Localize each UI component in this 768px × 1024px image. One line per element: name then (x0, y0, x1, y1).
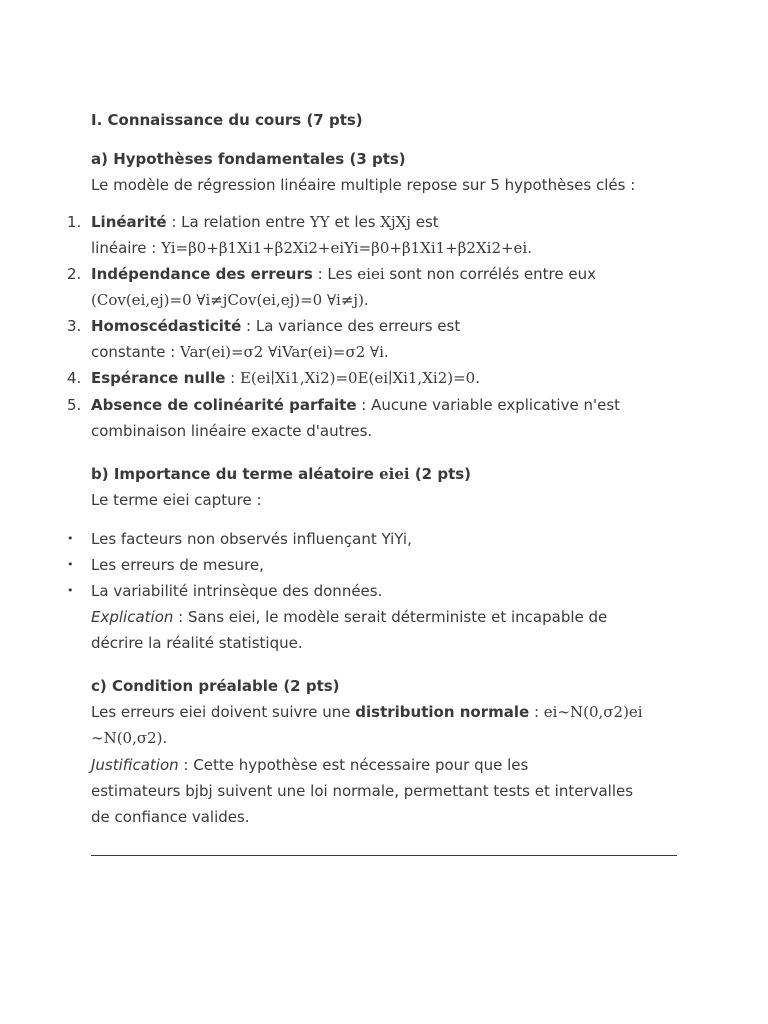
math-y: YY (309, 213, 330, 231)
explication-paragraph (91, 604, 676, 656)
justification-paragraph (91, 752, 676, 830)
item-number: 3. (67, 317, 82, 335)
item-text: combinaison linéaire exacte d'autres. (91, 422, 373, 440)
item-number: 5. (67, 396, 82, 414)
list-item (67, 261, 676, 313)
heading-b-text: b) Importance du terme aléatoire (91, 465, 380, 483)
section-title: I. Connaissance du cours (7 pts) (91, 111, 363, 129)
math-normal-distribution: ∼N(0,σ2). (91, 729, 168, 747)
math-expectation: E(ei∣Xi1,Xi2)=0E(ei∣Xi1,Xi2)=0. (239, 369, 480, 387)
explication-text: décrire la réalité statistique. (91, 634, 303, 652)
list-item (67, 209, 676, 261)
explication-text: : Sans eiei, le modèle serait déterministe et incapable de (173, 608, 608, 626)
bullet-dot-icon: • (67, 558, 74, 571)
item-number: 2. (67, 265, 82, 283)
justification-text: estimateurs bjbj suivent une loi normale, permettant tests et intervalles (91, 782, 634, 800)
heading-b-points: (2 pts) (409, 465, 472, 483)
bullet-dot-icon: • (67, 532, 74, 545)
condition-text: : (529, 703, 544, 721)
item-text: : Aucune variable explicative n'est (356, 396, 621, 414)
explication-label: Explication (91, 608, 174, 626)
intro-a: Le modèle de régression linéaire multiple repose sur 5 hypothèses clés : (91, 176, 636, 194)
heading-a: a) Hypothèses fondamentales (3 pts) (91, 150, 406, 168)
condition-text: Les erreurs eiei doivent suivre une (91, 703, 356, 721)
math-normal-distribution: ei∼N(0,σ2)ei (543, 703, 643, 721)
item-text: linéaire : (91, 239, 162, 257)
list-item (67, 392, 676, 444)
math-ei: eiei (379, 465, 410, 483)
bullet-text: La variabilité intrinsèque des données. (91, 582, 383, 600)
justification-text: : Cette hypothèse est nécessaire pour que les (178, 756, 529, 774)
item-title: Espérance nulle (91, 369, 226, 387)
heading-c: c) Condition préalable (2 pts) (91, 677, 340, 695)
math-covariance: (Cov(ei,ej)=0 ∀i≠jCov(ei,ej)=0 ∀i≠j). (91, 291, 369, 309)
math-model-equation: Yi=β0+β1Xi1+β2Xi2+eiYi=β0+β1Xi1+β2Xi2+ei. (161, 239, 532, 257)
condition-bold: distribution normale (355, 703, 530, 721)
horizontal-rule (91, 855, 677, 856)
list-item (67, 313, 676, 365)
item-number: 1. (67, 213, 82, 231)
item-text: est (410, 213, 439, 231)
math-xj: XjXj (380, 213, 411, 231)
bullet-text: Les facteurs non observés influençant YiYi, (91, 530, 412, 548)
justification-label: Justification (91, 756, 179, 774)
justification-text: de confiance valides. (91, 808, 250, 826)
item-title: Indépendance des erreurs (91, 265, 313, 283)
condition-paragraph (91, 699, 676, 751)
intro-b: Le terme eiei capture : (91, 491, 262, 509)
item-text: : (225, 369, 240, 387)
item-title: Homoscédasticité (91, 317, 242, 335)
math-ei: eiei (357, 265, 385, 283)
list-item (67, 365, 676, 391)
item-number: 4. (67, 369, 82, 387)
bullet-dot-icon: • (67, 584, 74, 597)
item-text: sont non corrélés entre eux (384, 265, 596, 283)
math-variance: Var(ei)=σ2 ∀iVar(ei)=σ2 ∀i. (180, 343, 389, 361)
bullet-item (67, 526, 676, 552)
item-title: Linéarité (91, 213, 167, 231)
item-text: : La variance des erreurs est (241, 317, 461, 335)
heading-b (91, 461, 676, 487)
bullet-text: Les erreurs de mesure, (91, 556, 264, 574)
bullet-item (67, 578, 676, 604)
bullet-item (67, 552, 676, 578)
item-text: : La relation entre (166, 213, 310, 231)
item-text: et les (329, 213, 381, 231)
item-title: Absence de colinéarité parfaite (91, 396, 357, 414)
item-text: constante : (91, 343, 181, 361)
item-text: : Les (312, 265, 358, 283)
